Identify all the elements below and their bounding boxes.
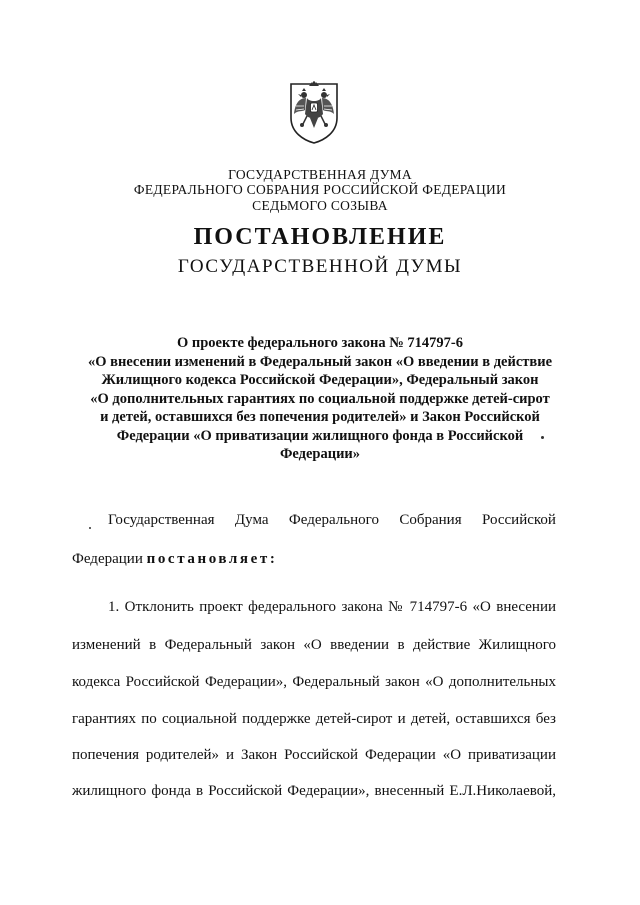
intro-word: Российской — [482, 512, 556, 528]
subject-line: Федерации «О приватизации жилищного фонда в Российской — [116, 427, 524, 444]
intro-word: Дума — [234, 512, 269, 528]
intro-word: Федерального — [288, 512, 379, 528]
subject-line: и детей, оставшихся без попечения родителей» и Закон Российской — [100, 409, 540, 425]
intro-line-2 — [72, 551, 277, 568]
intro-line-1 — [108, 513, 556, 528]
coat-of-arms-icon — [285, 80, 343, 144]
resolution-text: жилищного фонда в Российской Федерации», внесенный Е.Л.Николаевой, — [72, 783, 556, 799]
resolution-line — [108, 600, 556, 615]
subject-line: Жилищного кодекса Российской Федерации», Федеральный закон — [101, 372, 539, 388]
resolution-text: гарантиях по социальной поддержке детей-сирот и детей, оставшихся без — [72, 711, 556, 727]
resolution-text: изменений в Федеральный закон «О введении в действие Жилищного — [72, 637, 556, 653]
document-type-subtitle: ГОСУДАРСТВЕННОЙ ДУМЫ — [177, 256, 463, 277]
org-name-line-3: СЕДЬМОГО СОЗЫВА — [252, 198, 388, 213]
scan-speck — [541, 436, 544, 439]
intro-word: Государственная — [108, 512, 215, 528]
subject-line: «О внесении изменений в Федеральный закон «О введении в действие — [87, 353, 553, 370]
scan-speck — [89, 527, 91, 529]
resolution-line — [72, 748, 556, 763]
intro-line-2-prefix: Федерации — [72, 551, 147, 567]
document-type-title: ПОСТАНОВЛЕНИЕ — [193, 224, 447, 250]
org-name-line-2: ФЕДЕРАЛЬНОГО СОБРАНИЯ РОССИЙСКОЙ ФЕДЕРАЦИИ — [133, 182, 507, 197]
resolution-line — [72, 784, 556, 799]
subject-line: Федерации» — [279, 446, 361, 462]
resolution-text: 1. Отклонить проект федерального закона № 714797-6 «О внесении — [108, 599, 556, 615]
subject-line: «О дополнительных гарантиях по социальной поддержке детей-сирот — [90, 390, 550, 407]
resolution-line — [72, 675, 556, 690]
document-subject — [60, 334, 580, 464]
org-name-line-1: ГОСУДАРСТВЕННАЯ ДУМА — [228, 167, 412, 182]
intro-word: Собрания — [399, 512, 462, 528]
resolution-text: кодекса Российской Федерации», Федеральный закон «О дополнительных — [72, 674, 556, 690]
resolution-text: попечения родителей» и Закон Российской Федерации «О приватизации — [72, 747, 556, 763]
resolution-line — [72, 712, 556, 727]
subject-line: О проекте федерального закона № 714797-6 — [176, 335, 464, 351]
resolves-keyword: постановляет: — [146, 551, 278, 567]
resolution-line — [72, 638, 556, 653]
